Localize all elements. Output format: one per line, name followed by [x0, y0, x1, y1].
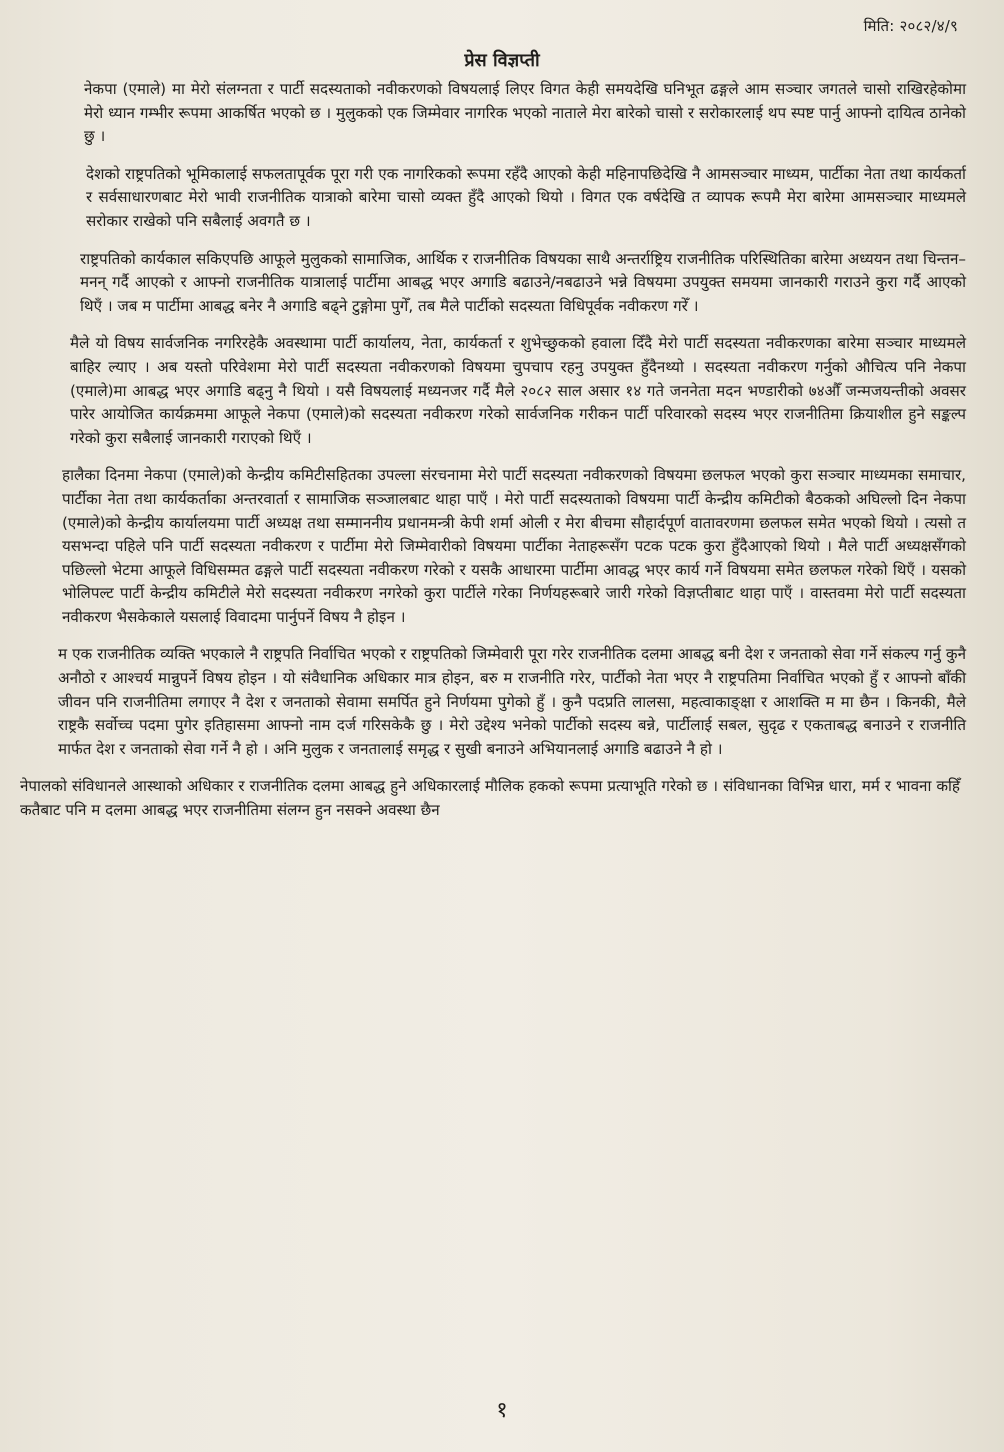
paragraph-5: हालैका दिनमा नेकपा (एमाले)को केन्द्रीय कमिटीसहितका उपल्ला संरचनामा मेरो पार्टी सदस्यता नवीकरणको विषयमा छलफल भएको कुरा सञ्चार माध्यमका समाचार, पार्टीका नेता तथा कार्यकर्ताका अन्तरवार्ता र सामाजिक सञ्जालबाट थाहा पाएँ । मेरो पार्टी सदस्यताको विषयमा पार्टी केन्द्रीय कमिटीको बैठकको अघिल्लो दिन नेकपा (एमाले)को केन्द्रीय कार्यालयमा पार्टी अध्यक्ष तथा सम्माननीय प्रधानमन्त्री केपी शर्मा ओली र मेरा बीचमा सौहार्दपूर्ण वातावरणमा छलफल समेत भएको थियो । त्यसो त यसभन्दा पहिले पनि पार्टी सदस्यता नवीकरण र पार्टीमा मेरो जिम्मेवारीको विषयमा पार्टीका नेताहरूसँग पटक पटक कुरा हुँदैआएको थियो । मैले पार्टी अध्यक्षसँगको पछिल्लो भेटमा आफूले विधिसम्मत ढङ्गले पार्टी सदस्यता नवीकरण गरेको र यसकै आधारमा पार्टीमा आवद्ध भएर कार्य गर्ने विषयमा समेत छलफल गरेको थिएँ । यसको भोलिपल्ट पार्टी केन्द्रीय कमिटीले मेरो सदस्यता नवीकरण नगरेको कुरा पार्टीले गरेका निर्णयहरूबारे जारी गरेको विज्ञप्तीबाट थाहा पाएँ । वास्तवमा मेरो पार्टी सदस्यता नवीकरण भैसकेकाले यसलाई विवादमा पार्नुपर्ने विषय नै होइन । — [62, 466, 966, 626]
paragraph-1: नेकपा (एमाले) मा मेरो संलग्नता र पार्टी सदस्यताको नवीकरणको विषयलाई लिएर विगत केही समयदेखि घनिभूत ढङ्गले आम सञ्चार जगतले चासो राखिरहेकोमा मेरो ध्यान गम्भीर रूपमा आकर्षित भएको छ । मुलुकको एक जिम्मेवार नागरिक भएको नाताले मेरा बारेको चासो र सरोकारलाई थप स्पष्ट पार्नु आफ्नो दायित्व ठानेको छु । — [84, 80, 966, 146]
paragraph-4: मैले यो विषय सार्वजनिक नगरिरहेकै अवस्थामा पार्टी कार्यालय, नेता, कार्यकर्ता र शुभेच्छुकको हवाला दिँदै मेरो पार्टी सदस्यता नवीकरणका बारेमा सञ्चार माध्यमले बाहिर ल्याए । अब यस्तो परिवेशमा मेरो पार्टी सदस्यता नवीकरणको विषयमा चुपचाप रहनु उपयुक्त हुँदैनथ्यो । सदस्यता नवीकरण गर्नुको औचित्य पनि नेकपा (एमाले)मा आबद्ध भएर अगाडि बढ्नु नै थियो । यसै विषयलाई मध्यनजर गर्दै मैले २०८२ साल असार १४ गते जननेता मदन भण्डारीको ७४औँ जन्मजयन्तीको अवसर पारेर आयोजित कार्यक्रममा आफूले नेकपा (एमाले)को सदस्यता नवीकरण गरेको सार्वजनिक गरीकन पार्टी परिवारको सदस्य भएर राजनीतिमा क्रियाशील हुने सङ्कल्प गरेको कुरा सबैलाई जानकारी गराएको थिएँ । — [70, 334, 966, 447]
paragraph-6: म एक राजनीतिक व्यक्ति भएकाले नै राष्ट्रपति निर्वाचित भएको र राष्ट्रपतिको जिम्मेवारी पूरा गरेर राजनीतिक दलमा आबद्ध बनी देश र जनताको सेवा गर्ने संकल्प गर्नु कुनै अनौठो र आश्चर्य मान्नुपर्ने विषय होइन । यो संवैधानिक अधिकार मात्र होइन, बरु म राजनीति गरेर, पार्टीको नेता भएर नै राष्ट्रपतिमा निर्वाचित भएको हुँ र आफ्नो बाँकी जीवन पनि राजनीतिमा लगाएर नै देश र जनताको सेवामा समर्पित हुने निर्णयमा पुगेको हुँ । कुनै पदप्रति लालसा, महत्वाकाङ्क्षा र आशक्ति म मा छैन । किनकी, मैले राष्ट्रकै सर्वोच्च पदमा पुगेर इतिहासमा आफ्नो नाम दर्ज गरिसकेकै छु । मेरो उद्देश्य भनेको पार्टीको सदस्य बन्ने, पार्टीलाई सबल, सुदृढ र एकताबद्ध बनाउने र राजनीति मार्फत देश र जनताको सेवा गर्ने नै हो । अनि मुलुक र जनतालाई समृद्ध र सुखी बनाउने अभियानलाई अगाडि बढाउने नै हो । — [58, 645, 966, 758]
paragraph-7: नेपालको संविधानले आस्थाको अधिकार र राजनीतिक दलमा आबद्ध हुने अधिकारलाई मौलिक हकको रूपमा प्रत्याभूति गरेको छ । संविधानका विभिन्न धारा, मर्म र भावना कहिँ कतैबाट पनि म दलमा आबद्ध भएर राजनीतिमा संलग्न हुन नसक्ने अवस्था छैन — [20, 777, 960, 820]
page-title: प्रेस विज्ञप्ती — [464, 50, 540, 71]
paragraph-2: देशको राष्ट्रपतिको भूमिकालाई सफलतापूर्वक पूरा गरी एक नागरिकको रूपमा रहँदै आएको केही महिनापछिदेखि नै आमसञ्चार माध्यम, पार्टीका नेता तथा कार्यकर्ता र सर्वसाधारणबाट मेरो भावी राजनीतिक यात्राको बारेमा चासो व्यक्त हुँदै आएको थियो । विगत एक वर्षदेखि त व्यापक रूपमै मेरा बारेमा आमसञ्चार माध्यमले सरोकार राखेको पनि सबैलाई अवगतै छ । — [86, 164, 966, 230]
paragraph-3: राष्ट्रपतिको कार्यकाल सकिएपछि आफूले मुलुकको सामाजिक, आर्थिक र राजनीतिक विषयका साथै अन्तर्राष्ट्रिय राजनीतिक परिस्थितिका बारेमा अध्ययन तथा चिन्तन–मनन् गर्दै आएको र आफ्नो राजनीतिक यात्रालाई पार्टीमा आबद्ध भएर अगाडि बढाउने/नबढाउने भन्ने विषयमा उपयुक्त समयमा जानकारी गराउने कुरा गर्दै आएको थिएँ । जब म पार्टीमा आबद्ध बनेर नै अगाडि बढ्ने टुङ्गोमा पुगेँ, तब मैले पार्टीको सदस्यता विधिपूर्वक नवीकरण गरेँ । — [80, 249, 966, 315]
body-text — [20, 78, 966, 837]
page-number: १ — [496, 1398, 508, 1423]
date-line: मिति: २०८२/४/९ — [863, 17, 958, 35]
